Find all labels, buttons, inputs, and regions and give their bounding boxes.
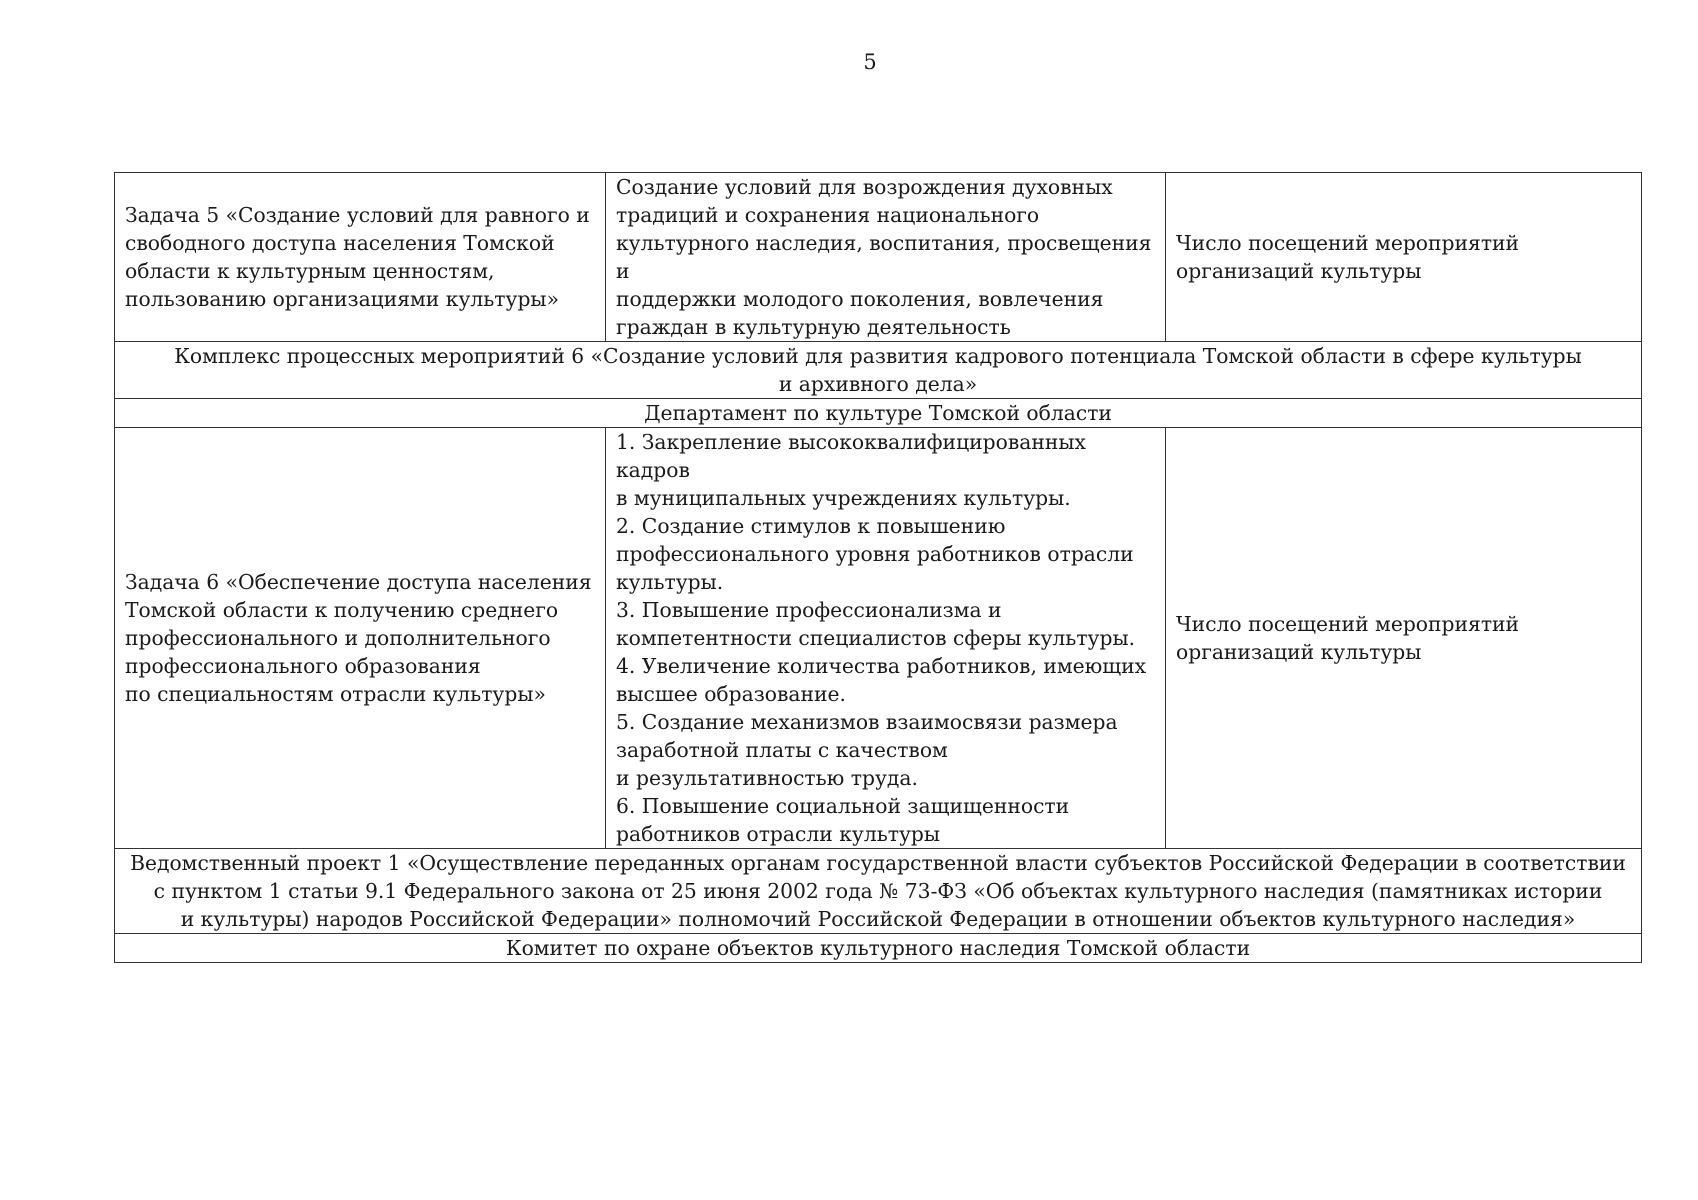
section-cell [115,342,1642,399]
indicator-text: Число посещений мероприятий организаций культуры [1176,231,1520,283]
section-row [115,342,1642,399]
section-cell [115,399,1642,428]
section-title: Комплекс процессных мероприятий 6 «Создание условий для развития кадрового потенциала Томской области в сфере культуры и архивного дела» [174,344,1582,396]
task-cell [115,173,606,342]
page-number: 5 [863,50,877,74]
program-table [114,172,1642,963]
indicator-cell [1166,173,1642,342]
indicator-text: Число посещений мероприятий организаций культуры [1176,612,1520,664]
section-row [115,399,1642,428]
section-title: Комитет по охране объектов культурного наследия Томской области [505,936,1251,960]
section-cell [115,849,1642,934]
task-text: Задача 6 «Обеспечение доступа населения Томской области к получению среднего профессионального и дополнительного профессионального образования по специальностям отрасли культуры» [125,570,592,706]
task-text: Задача 5 «Создание условий для равного и свободного доступа населения Томской области к культурным ценностям, пользованию организациями культуры» [125,203,590,311]
section-row [115,849,1642,934]
outcome-cell [606,428,1166,849]
outcome-cell [606,173,1166,342]
table-row [115,173,1642,342]
task-cell [115,428,606,849]
section-row [115,934,1642,963]
section-title: Ведомственный проект 1 «Осуществление переданных органам государственной власти субъектов Российской Федерации в соответствии с пунктом 1 статьи 9.1 Федерального закона от 25 июня 2002 года № 73-ФЗ «Об объектах культурного наследия (памятниках истории и культуры) народов Российской Федерации» полномочий Российской Федерации в отношении объектов культурного наследия» [130,851,1626,931]
table-row [115,428,1642,849]
outcome-text: Создание условий для возрождения духовных традиций и сохранения национального культурного наследия, воспитания, просвещения и поддержки молодого поколения, вовлечения граждан в культурную деятельность [616,175,1152,339]
section-title: Департамент по культуре Томской области [644,401,1112,425]
section-cell [115,934,1642,963]
outcome-text: 1. Закрепление высококвалифицированных кадров в муниципальных учреждениях культуры. 2. Создание стимулов к повышению профессионального уровня работников отрасли культуры. 3. Повышение профессионализма и компетентности специалистов сферы культуры. 4. Увеличение количества работников, имеющих высшее образование. 5. Создание механизмов взаимосвязи размера заработной платы с качеством и результативностью труда. 6. Повышение социальной защищенности работников отрасли культуры [616,430,1147,846]
indicator-cell [1166,428,1642,849]
